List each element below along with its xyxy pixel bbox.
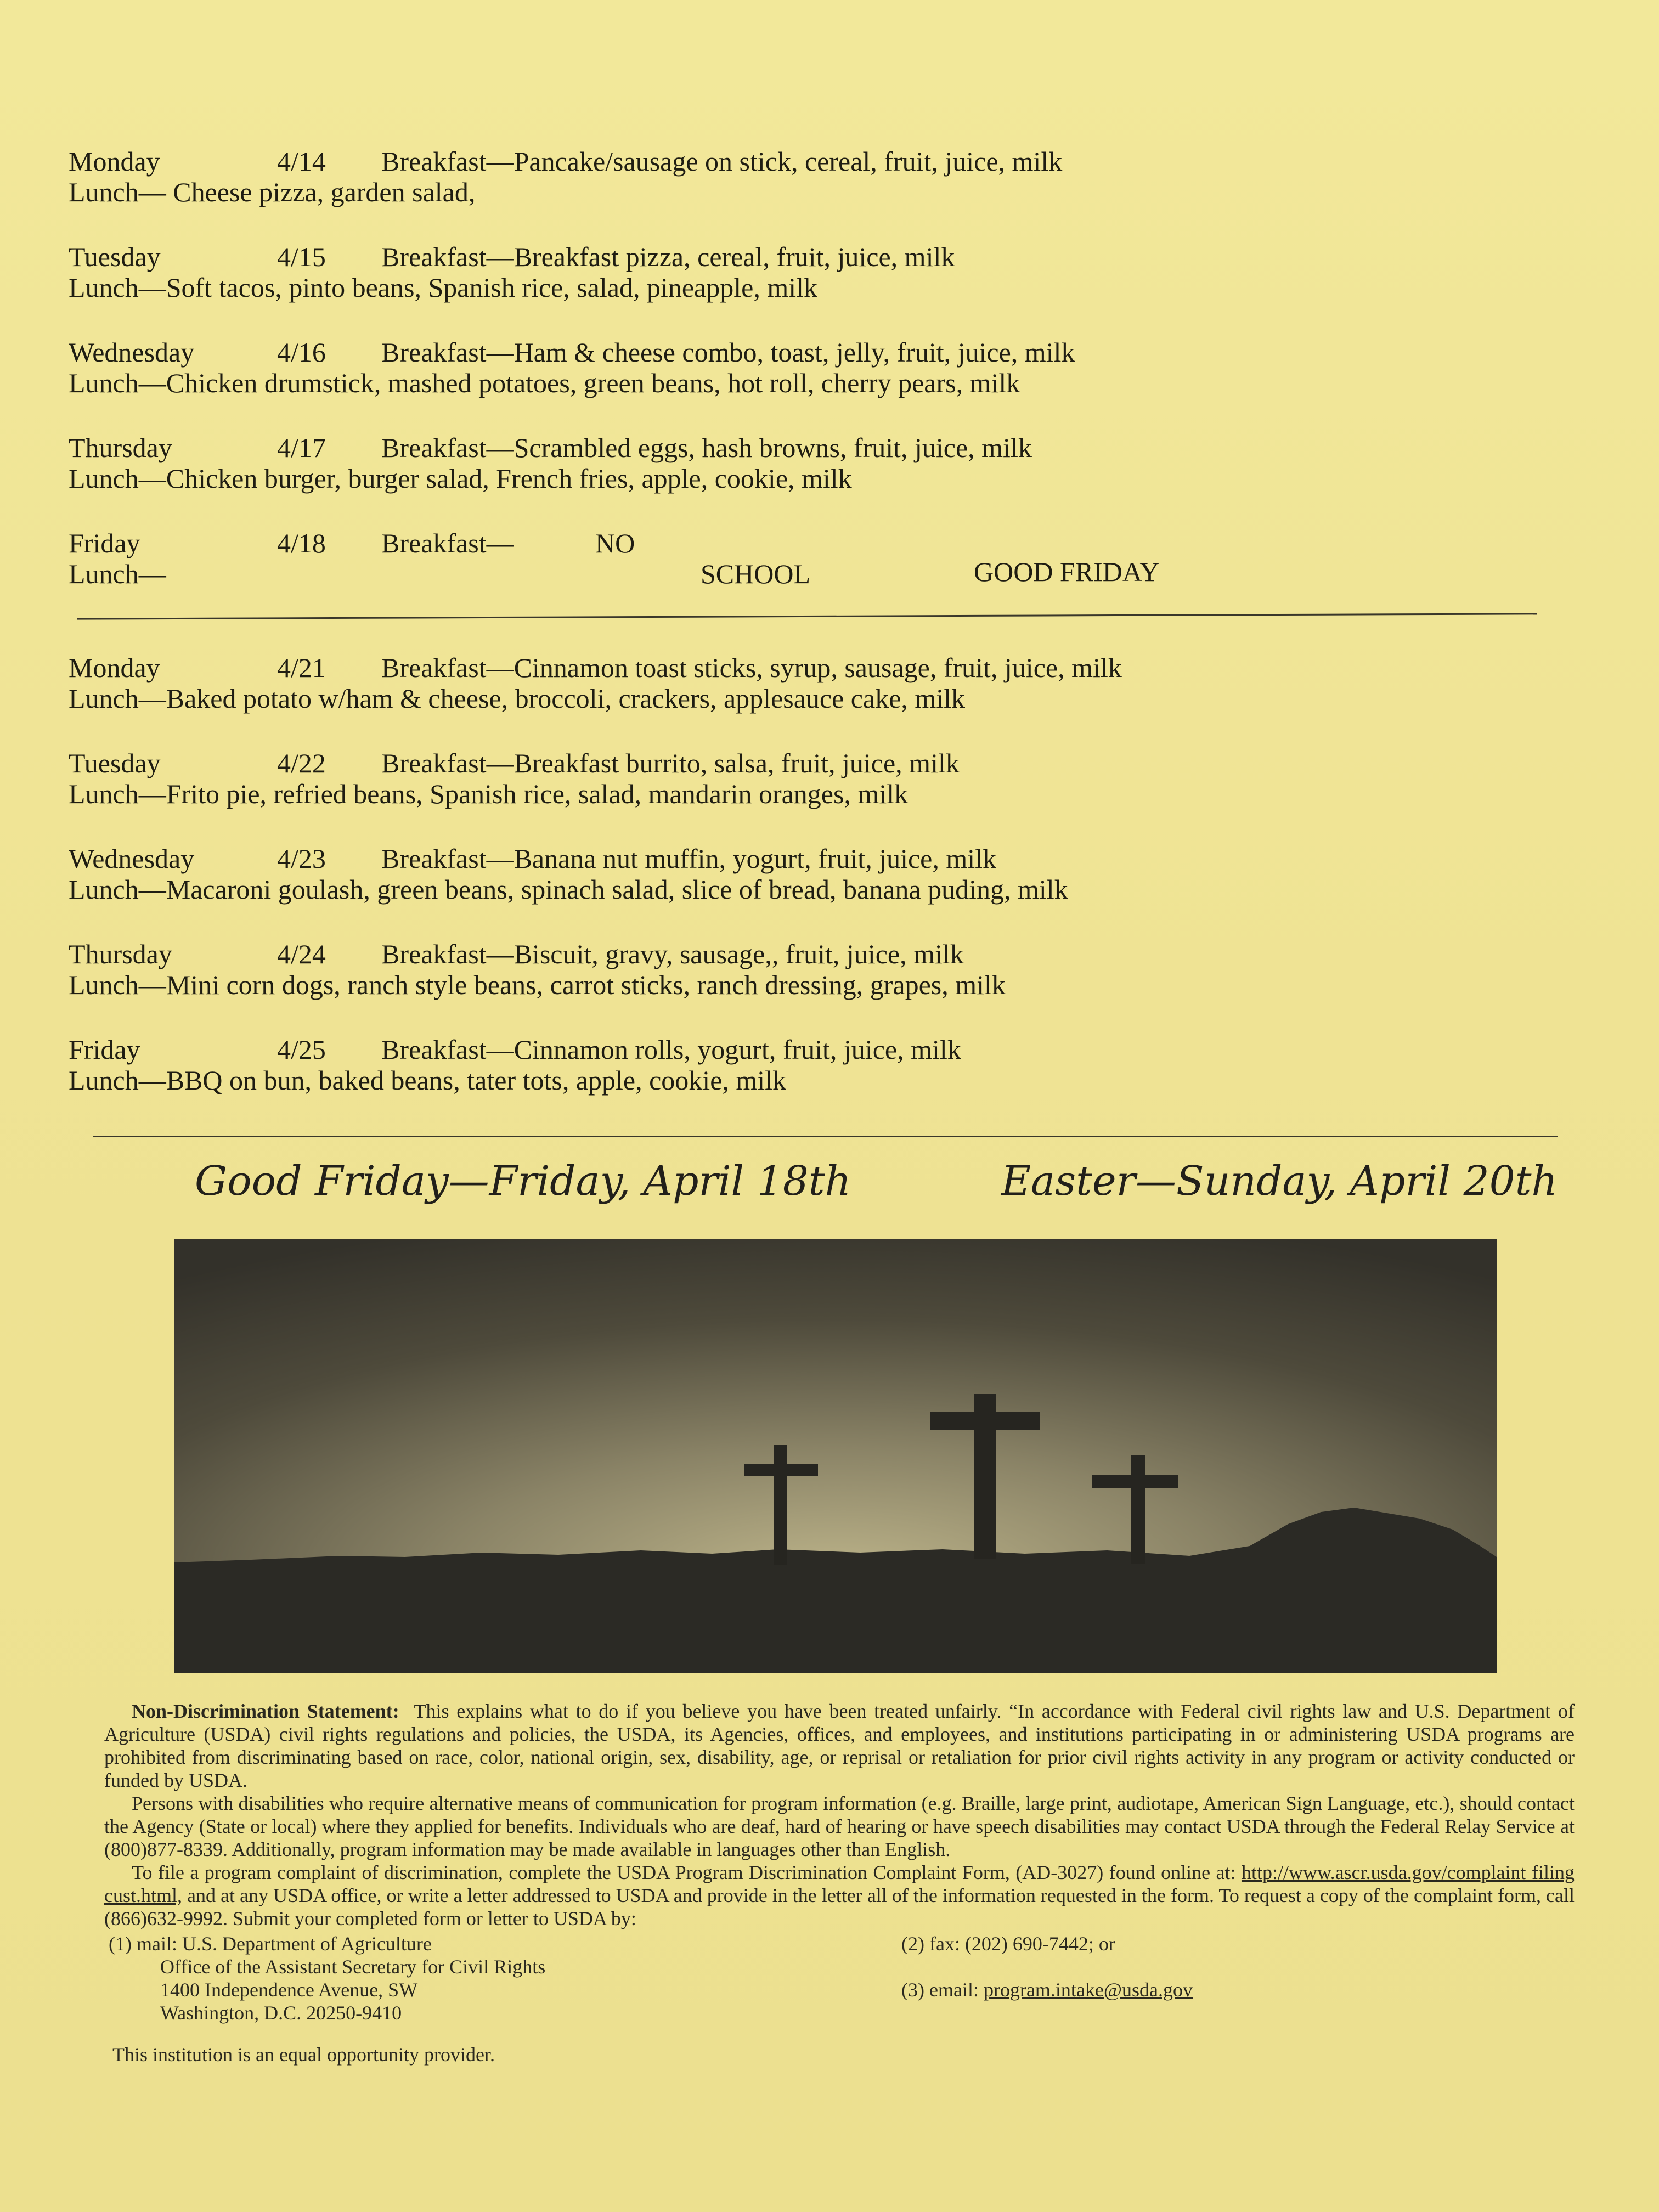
day-name: Wednesday <box>69 337 195 368</box>
breakfast-item: Breakfast—Scrambled eggs, hash browns, fruit, juice, milk <box>381 432 1032 463</box>
email-line <box>901 1978 1193 2001</box>
fax-email-contact <box>901 1932 1193 2001</box>
no-label: NO <box>595 528 635 558</box>
lunch-item: Lunch—BBQ on bun, baked beans, tater tots, apple, cookie, milk <box>69 1065 787 1096</box>
breakfast-item: Breakfast—Ham & cheese combo, toast, jelly, fruit, juice, milk <box>381 337 1075 368</box>
day-date: 4/24 <box>277 939 326 969</box>
menu-day <box>69 336 1550 432</box>
notice-text-3: To file a program complaint of discrimination, complete the USDA Program Discrimination Complaint Form, (AD-3027) found online at: <box>132 1861 1236 1883</box>
non-discrimination-statement <box>104 1700 1575 1930</box>
menu-day <box>69 241 1550 336</box>
day-date: 4/21 <box>277 652 326 683</box>
fax-line: (2) fax: (202) 690-7442; or <box>901 1933 1115 1955</box>
notice-heading: Non-Discrimination Statement: <box>132 1700 399 1722</box>
mail-line: (1) mail: U.S. Department of Agriculture <box>109 1933 432 1955</box>
lunch-item: Lunch—Macaroni goulash, green beans, spinach salad, slice of bread, banana puding, milk <box>69 874 1068 905</box>
menu-day <box>69 938 1550 1034</box>
mail-street: 1400 Independence Avenue, SW <box>160 1979 418 2001</box>
day-name: Thursday <box>69 939 172 969</box>
day-name: Tuesday <box>69 241 161 272</box>
menu-day <box>69 652 1550 747</box>
school-label: SCHOOL <box>701 558 811 589</box>
day-name: Friday <box>69 528 140 558</box>
lunch-item: Lunch—Chicken burger, burger salad, French fries, apple, cookie, milk <box>69 463 852 494</box>
day-name: Tuesday <box>69 748 161 778</box>
easter-heading: Easter—Sunday, April 20th <box>1001 1158 1558 1205</box>
breakfast-item: Breakfast—Cinnamon rolls, yogurt, fruit, juice, milk <box>381 1034 961 1065</box>
good-friday-heading: Good Friday—Friday, April 18th <box>195 1158 851 1205</box>
day-name: Friday <box>69 1034 140 1065</box>
section-divider <box>93 1136 1558 1137</box>
notice-paragraph-1 <box>104 1700 1575 1792</box>
day-name: Monday <box>69 652 160 683</box>
three-crosses-image <box>174 1239 1497 1673</box>
lunch-item: Lunch—Baked potato w/ham & cheese, broccoli, crackers, applesauce cake, milk <box>69 683 966 714</box>
notice-text-3-rest: and at any USDA office, or write a letter addressed to USDA and provide in the letter all of the information requested in the form. To request a copy of the complaint form, call (866)632-9992. Submit your completed form or letter to USDA by: <box>104 1884 1575 1929</box>
lunch-item: Lunch— <box>69 558 166 589</box>
day-name: Monday <box>69 146 160 177</box>
day-date: 4/18 <box>277 528 326 558</box>
day-name: Wednesday <box>69 843 195 874</box>
complaint-form-link[interactable]: http://www.ascr.usda.gov/complaint filing cust.html, <box>104 1861 1575 1906</box>
notice-paragraph-3 <box>104 1861 1575 1930</box>
email-link[interactable]: program.intake@usda.gov <box>983 1979 1193 2001</box>
day-date: 4/16 <box>277 337 326 368</box>
day-name: Thursday <box>69 432 172 463</box>
day-date: 4/25 <box>277 1034 326 1065</box>
good-friday-label: GOOD FRIDAY <box>974 556 1160 587</box>
day-date: 4/17 <box>277 432 326 463</box>
menu-day <box>69 843 1550 938</box>
notice-paragraph-2: Persons with disabilities who require alternative means of communication for program information (e.g. Braille, large print, audiotape, American Sign Language, etc.), should contact the Agency (State or local) where they applied for benefits. Individuals who are deaf, hard of hearing or have speech disabilities may contact USDA through the Federal Relay Service at (800)877-8339. Additionally, program information may be made available in languages other than English. <box>104 1792 1575 1860</box>
menu-day <box>69 747 1550 843</box>
lunch-item: Lunch— Cheese pizza, garden salad, <box>69 177 476 207</box>
menu-day-no-school <box>69 527 1550 623</box>
day-date: 4/23 <box>277 843 326 874</box>
day-date: 4/22 <box>277 748 326 778</box>
equal-opportunity-statement: This institution is an equal opportunity provider. <box>112 2044 495 2066</box>
day-date: 4/15 <box>277 241 326 272</box>
mail-address <box>109 1932 545 2024</box>
menu-day <box>69 432 1550 527</box>
lunch-item: Lunch—Soft tacos, pinto beans, Spanish rice, salad, pineapple, milk <box>69 272 817 303</box>
breakfast-item: Breakfast—Banana nut muffin, yogurt, fruit, juice, milk <box>381 843 997 874</box>
lunch-item: Lunch—Mini corn dogs, ranch style beans, carrot sticks, ranch dressing, grapes, milk <box>69 969 1006 1000</box>
breakfast-item: Breakfast—Breakfast burrito, salsa, fruit, juice, milk <box>381 748 960 778</box>
breakfast-item: Breakfast—Breakfast pizza, cereal, fruit, juice, milk <box>381 241 955 272</box>
breakfast-item: Breakfast— <box>381 528 514 558</box>
mail-office: Office of the Assistant Secretary for Civil Rights <box>160 1956 546 1978</box>
notice-text-1: This explains what to do if you believe you have been treated unfairly. “In accordance with Federal civil rights law and U.S. Department of Agriculture (USDA) civil rights regulations and policies, the USDA, its Agencies, offices, and employees, and institutions participating in or administering USDA programs are prohibited from discriminating based on race, color, national origin, sex, disability, age, or reprisal or retaliation for prior civil rights activity in any program or activity conducted or funded by USDA. <box>104 1700 1575 1791</box>
week-menu-1 <box>69 145 1550 623</box>
week-menu-2 <box>69 652 1550 1129</box>
breakfast-item: Breakfast—Pancake/sausage on stick, cereal, fruit, juice, milk <box>381 146 1063 177</box>
menu-day <box>69 145 1550 241</box>
mail-city: Washington, D.C. 20250-9410 <box>160 2002 402 2024</box>
breakfast-item: Breakfast—Cinnamon toast sticks, syrup, sausage, fruit, juice, milk <box>381 652 1122 683</box>
breakfast-item: Breakfast—Biscuit, gravy, sausage,, fruit, juice, milk <box>381 939 964 969</box>
email-prefix: (3) email: <box>901 1979 984 2001</box>
menu-day <box>69 1034 1550 1129</box>
lunch-item: Lunch—Frito pie, refried beans, Spanish rice, salad, mandarin oranges, milk <box>69 778 909 809</box>
day-date: 4/14 <box>277 146 326 177</box>
lunch-item: Lunch—Chicken drumstick, mashed potatoes, green beans, hot roll, cherry pears, milk <box>69 368 1020 398</box>
